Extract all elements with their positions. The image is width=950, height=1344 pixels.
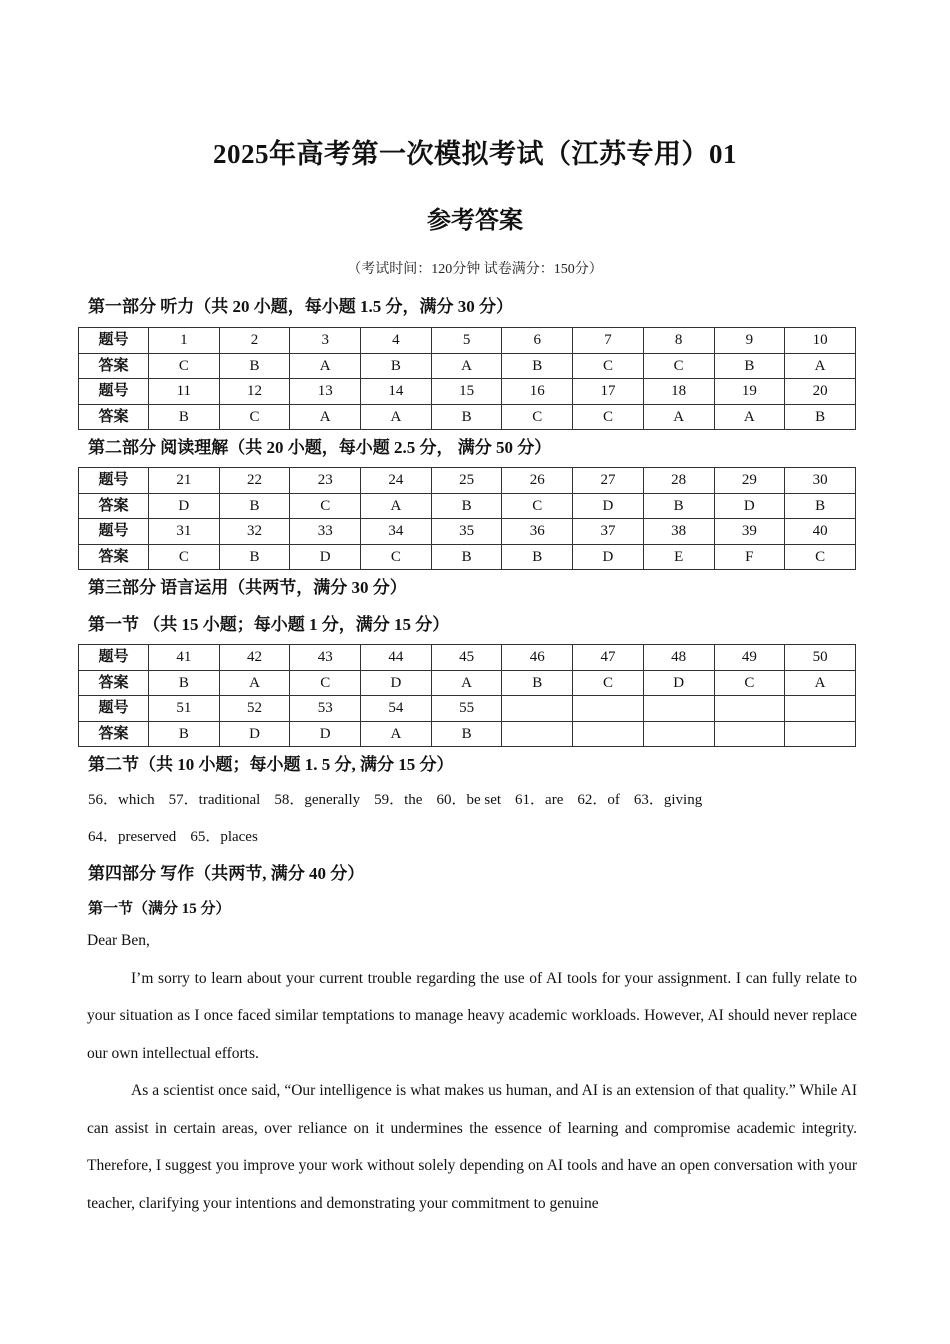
question-number-cell: 35	[431, 519, 502, 545]
question-number-cell: 50	[785, 645, 856, 671]
question-number-cell	[714, 696, 785, 722]
answer-cell	[785, 721, 856, 747]
answer-row	[79, 493, 856, 519]
question-number-label: 题号	[79, 645, 149, 671]
question-number-cell: 24	[361, 468, 432, 494]
question-number-cell: 13	[290, 379, 361, 405]
fill-blank-answer: 62．of	[577, 792, 620, 808]
question-number-cell: 6	[502, 328, 573, 354]
fill-blank-answer: 58．generally	[274, 792, 361, 808]
answer-cell	[643, 721, 714, 747]
question-number-label: 题号	[79, 468, 149, 494]
question-number-cell: 14	[361, 379, 432, 405]
question-number-cell: 48	[643, 645, 714, 671]
question-number-cell: 22	[219, 468, 290, 494]
answer-cell: C	[502, 404, 573, 430]
question-number-cell: 17	[573, 379, 644, 405]
part1-heading: 第一部分 听力（共 20 小题，每小题 1.5 分，满分 30 分）	[88, 297, 513, 316]
question-number-cell: 18	[643, 379, 714, 405]
part2-answer-table	[78, 467, 856, 570]
question-number-cell	[573, 696, 644, 722]
question-number-row	[79, 696, 856, 722]
part4-section1-heading: 第一节（满分 15 分）	[88, 901, 231, 917]
question-number-cell: 44	[361, 645, 432, 671]
fill-blank-line-1	[88, 788, 716, 809]
answer-cell: C	[290, 670, 361, 696]
part3-section2-heading: 第二节（共 10 小题；每小题 1. 5 分, 满分 15 分）	[88, 755, 454, 774]
letter-greeting: Dear Ben,	[87, 932, 150, 949]
question-number-cell: 39	[714, 519, 785, 545]
answer-cell: C	[573, 670, 644, 696]
question-number-cell: 21	[149, 468, 220, 494]
question-number-cell: 33	[290, 519, 361, 545]
question-number-cell: 9	[714, 328, 785, 354]
answer-cell: A	[714, 404, 785, 430]
question-number-cell: 3	[290, 328, 361, 354]
question-number-cell: 42	[219, 645, 290, 671]
question-number-cell	[785, 696, 856, 722]
question-number-cell: 11	[149, 379, 220, 405]
answer-cell: A	[643, 404, 714, 430]
page-subtitle: 参考答案	[427, 208, 523, 234]
answer-cell: B	[502, 544, 573, 570]
answer-cell: B	[219, 353, 290, 379]
answer-cell: B	[431, 721, 502, 747]
answer-cell: B	[219, 544, 290, 570]
answer-cell: B	[431, 404, 502, 430]
answer-cell: A	[431, 670, 502, 696]
answer-cell: A	[361, 404, 432, 430]
answer-label: 答案	[79, 721, 149, 747]
question-number-cell: 55	[431, 696, 502, 722]
answer-cell: A	[361, 493, 432, 519]
question-number-cell: 40	[785, 519, 856, 545]
question-number-cell: 7	[573, 328, 644, 354]
answer-cell: B	[431, 493, 502, 519]
question-number-cell: 32	[219, 519, 290, 545]
question-number-label: 题号	[79, 519, 149, 545]
part4-heading: 第四部分 写作（共两节, 满分 40 分）	[88, 864, 365, 883]
answer-cell: C	[290, 493, 361, 519]
answer-cell: A	[785, 670, 856, 696]
part2-heading: 第二部分 阅读理解（共 20 小题，每小题 2.5 分， 满分 50 分）	[88, 438, 552, 457]
answer-cell: C	[502, 493, 573, 519]
question-number-cell: 2	[219, 328, 290, 354]
question-number-cell: 27	[573, 468, 644, 494]
answer-cell: A	[290, 353, 361, 379]
question-number-row	[79, 379, 856, 405]
question-number-cell: 36	[502, 519, 573, 545]
question-number-cell: 37	[573, 519, 644, 545]
answer-cell: D	[361, 670, 432, 696]
answer-cell: B	[219, 493, 290, 519]
answer-cell: D	[149, 493, 220, 519]
answer-cell: D	[573, 493, 644, 519]
answer-cell	[714, 721, 785, 747]
answer-label: 答案	[79, 353, 149, 379]
answer-cell: C	[149, 353, 220, 379]
question-number-cell: 51	[149, 696, 220, 722]
question-number-cell: 34	[361, 519, 432, 545]
fill-blank-line-2	[88, 825, 272, 846]
answer-cell: A	[431, 353, 502, 379]
fill-blank-answer: 64．preserved	[88, 829, 177, 845]
answer-cell: C	[714, 670, 785, 696]
question-number-cell: 16	[502, 379, 573, 405]
letter-paragraph-1: I’m sorry to learn about your current trouble regarding the use of AI tools for your assignment. I can fully relate to your situation as I once faced similar temptations to manage heavy academic workloads. However, AI should never replace our own intellectual efforts.	[87, 969, 857, 1062]
question-number-cell: 10	[785, 328, 856, 354]
question-number-cell: 5	[431, 328, 502, 354]
question-number-cell	[502, 696, 573, 722]
fill-blank-answer: 63．giving	[633, 792, 703, 808]
question-number-cell: 29	[714, 468, 785, 494]
answer-cell: B	[149, 404, 220, 430]
question-number-cell: 47	[573, 645, 644, 671]
question-number-cell: 49	[714, 645, 785, 671]
answer-cell: C	[573, 353, 644, 379]
page-title: 2025年高考第一次模拟考试（江苏专用）01	[213, 139, 737, 169]
answer-row	[79, 353, 856, 379]
question-number-row	[79, 328, 856, 354]
question-number-cell: 41	[149, 645, 220, 671]
question-number-cell: 15	[431, 379, 502, 405]
question-number-cell: 53	[290, 696, 361, 722]
fill-blank-answer: 65．places	[190, 829, 258, 845]
answer-cell: B	[431, 544, 502, 570]
answer-cell: C	[219, 404, 290, 430]
answer-cell: C	[785, 544, 856, 570]
question-number-cell: 28	[643, 468, 714, 494]
fill-blank-answer: 56．which	[88, 792, 155, 808]
answer-cell: B	[502, 670, 573, 696]
question-number-cell: 46	[502, 645, 573, 671]
question-number-cell: 25	[431, 468, 502, 494]
letter-paragraph-2: As a scientist once said, “Our intelligence is what makes us human, and AI is an extension of that quality.” While AI can assist in certain areas, over reliance on it undermines the essence of learning and compromise academic integrity. Therefore, I suggest you improve your work without solely depending on AI tools and have an open conversation with your teacher, clarifying your intentions and demonstrating your commitment to genuine	[87, 1082, 857, 1212]
answer-cell: D	[573, 544, 644, 570]
question-number-cell: 8	[643, 328, 714, 354]
answer-cell: D	[290, 544, 361, 570]
sample-letter	[87, 922, 857, 1222]
fill-blank-answer: 57．traditional	[168, 792, 261, 808]
answer-cell: D	[643, 670, 714, 696]
question-number-cell: 23	[290, 468, 361, 494]
answer-cell: B	[785, 404, 856, 430]
question-number-row	[79, 468, 856, 494]
answer-label: 答案	[79, 544, 149, 570]
answer-cell: B	[714, 353, 785, 379]
answer-row	[79, 670, 856, 696]
answer-cell	[573, 721, 644, 747]
answer-label: 答案	[79, 493, 149, 519]
answer-cell: B	[149, 721, 220, 747]
answer-cell: B	[785, 493, 856, 519]
fill-blank-answer: 59．the	[374, 792, 423, 808]
answer-row	[79, 404, 856, 430]
question-number-cell: 19	[714, 379, 785, 405]
answer-cell: C	[361, 544, 432, 570]
question-number-row	[79, 645, 856, 671]
exam-info: （考试时间：120分钟 试卷满分：150分）	[347, 262, 603, 277]
fill-blank-answer: 60．be set	[436, 792, 502, 808]
question-number-cell: 26	[502, 468, 573, 494]
answer-cell: A	[290, 404, 361, 430]
answer-cell: D	[714, 493, 785, 519]
answer-cell: A	[219, 670, 290, 696]
answer-cell: D	[290, 721, 361, 747]
part1-answer-table	[78, 327, 856, 430]
question-number-cell: 20	[785, 379, 856, 405]
answer-cell: B	[643, 493, 714, 519]
answer-row	[79, 544, 856, 570]
part3-section1-heading: 第一节 （共 15 小题；每小题 1 分，满分 15 分）	[88, 615, 450, 634]
question-number-label: 题号	[79, 379, 149, 405]
answer-label: 答案	[79, 404, 149, 430]
answer-cell: C	[643, 353, 714, 379]
question-number-cell	[643, 696, 714, 722]
answer-cell: B	[361, 353, 432, 379]
answer-label: 答案	[79, 670, 149, 696]
question-number-cell: 45	[431, 645, 502, 671]
answer-cell: D	[219, 721, 290, 747]
answer-cell: C	[149, 544, 220, 570]
fill-blank-answer: 61．are	[515, 792, 564, 808]
answer-cell: C	[573, 404, 644, 430]
question-number-row	[79, 519, 856, 545]
answer-cell: A	[785, 353, 856, 379]
question-number-cell: 4	[361, 328, 432, 354]
question-number-cell: 52	[219, 696, 290, 722]
answer-cell: E	[643, 544, 714, 570]
question-number-cell: 43	[290, 645, 361, 671]
answer-cell: B	[502, 353, 573, 379]
answer-cell: A	[361, 721, 432, 747]
part3-heading: 第三部分 语言运用（共两节，满分 30 分）	[88, 578, 407, 597]
answer-row	[79, 721, 856, 747]
answer-cell: B	[149, 670, 220, 696]
question-number-cell: 30	[785, 468, 856, 494]
answer-cell: F	[714, 544, 785, 570]
question-number-cell: 54	[361, 696, 432, 722]
question-number-cell: 1	[149, 328, 220, 354]
question-number-cell: 12	[219, 379, 290, 405]
question-number-label: 题号	[79, 328, 149, 354]
answer-cell	[502, 721, 573, 747]
question-number-cell: 38	[643, 519, 714, 545]
part3-answer-table	[78, 644, 856, 747]
question-number-cell: 31	[149, 519, 220, 545]
question-number-label: 题号	[79, 696, 149, 722]
